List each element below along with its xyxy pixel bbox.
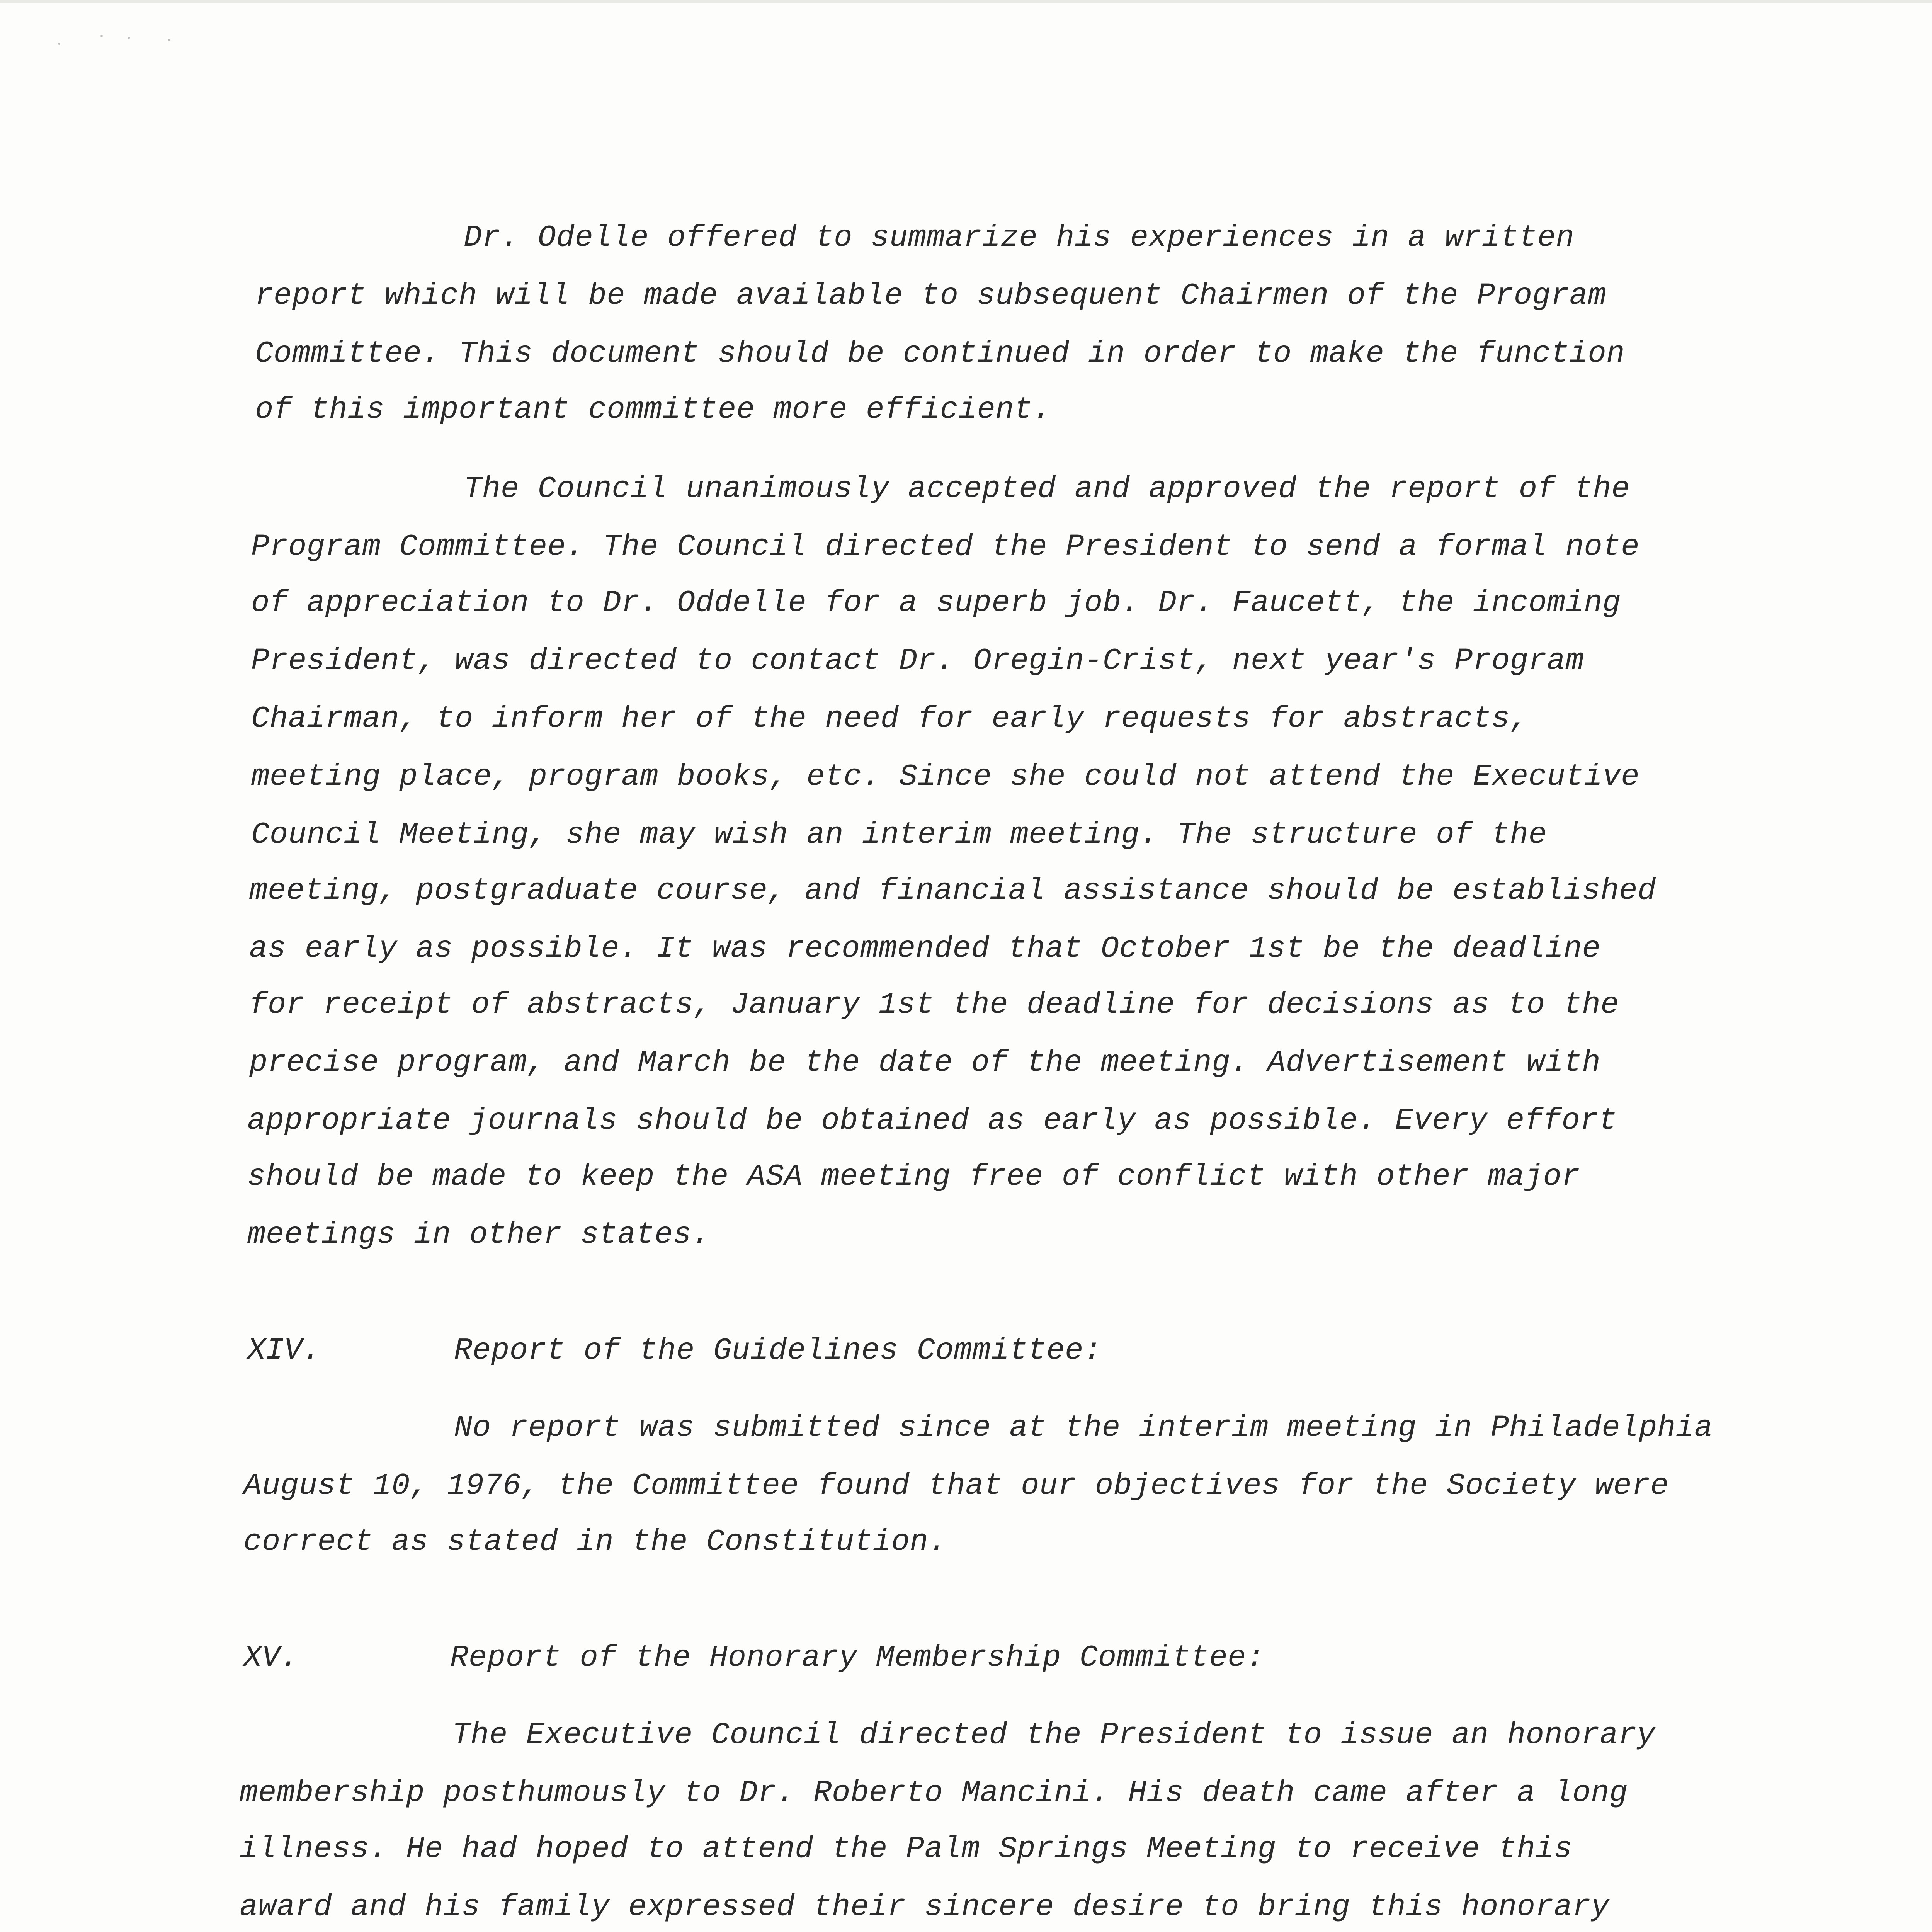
scan-speck bbox=[168, 39, 170, 41]
section-xiv-title: Report of the Guidelines Committee: bbox=[454, 1333, 1102, 1368]
paragraph-2-line: as early as possible. It was recommended that October 1st be the deadline bbox=[249, 931, 1601, 966]
section-xv-paragraph-1-line: membership posthumously to Dr. Roberto Mancini. His death came after a long bbox=[240, 1776, 1628, 1810]
section-xv-paragraph-1-line: award and his family expressed their sincere desire to bring this honorary bbox=[240, 1889, 1610, 1924]
section-xiv-line: No report was submitted since at the interim meeting in Philadelphia bbox=[454, 1410, 1713, 1445]
paragraph-2-line: meetings in other states. bbox=[247, 1217, 710, 1252]
page-top-edge bbox=[0, 0, 1932, 3]
scan-speck bbox=[128, 37, 130, 39]
scan-speck bbox=[100, 35, 103, 37]
section-xiv-number: XIV. bbox=[247, 1333, 321, 1368]
section-xiv-line: August 10, 1976, the Committee found that our objectives for the Society were bbox=[243, 1468, 1669, 1503]
section-xiv-line: correct as stated in the Constitution. bbox=[243, 1524, 947, 1559]
paragraph-2-line: appropriate journals should be obtained as early as possible. Every effort bbox=[247, 1103, 1617, 1138]
paragraph-1-line: report which will be made available to subsequent Chairmen of the Program bbox=[255, 278, 1607, 313]
paragraph-2-line: of appreciation to Dr. Oddelle for a superb job. Dr. Faucett, the incoming bbox=[251, 585, 1621, 620]
paragraph-2-line: meeting place, program books, etc. Since she could not attend the Executive bbox=[251, 759, 1640, 794]
paragraph-2-line: should be made to keep the ASA meeting free of conflict with other major bbox=[247, 1159, 1580, 1194]
section-xv-paragraph-1-line: The Executive Council directed the President to issue an honorary bbox=[452, 1718, 1656, 1752]
paragraph-2-line: Program Committee. The Council directed the President to send a formal note bbox=[251, 529, 1640, 564]
paragraph-2-line: meeting, postgraduate course, and financial assistance should be established bbox=[249, 873, 1656, 908]
paragraph-2-line: Chairman, to inform her of the need for early requests for abstracts, bbox=[251, 701, 1529, 736]
paragraph-2-line: President, was directed to contact Dr. Oregin-Crist, next year's Program bbox=[251, 643, 1584, 678]
section-xv-paragraph-1-line: illness. He had hoped to attend the Palm Springs Meeting to receive this bbox=[240, 1832, 1573, 1866]
paragraph-1-line: Dr. Odelle offered to summarize his experiences in a written bbox=[464, 220, 1575, 255]
paragraph-2-line: The Council unanimously accepted and approved the report of the bbox=[464, 471, 1630, 506]
paragraph-1-line: Committee. This document should be continued in order to make the function bbox=[255, 336, 1625, 371]
section-xv-title: Report of the Honorary Membership Committee: bbox=[450, 1640, 1265, 1675]
scan-speck bbox=[58, 43, 60, 45]
paragraph-1-line: of this important committee more efficient. bbox=[255, 392, 1051, 427]
section-xv-number: XV. bbox=[243, 1640, 299, 1675]
paragraph-2-line: for receipt of abstracts, January 1st the deadline for decisions as to the bbox=[249, 987, 1619, 1022]
paragraph-2-line: precise program, and March be the date of the meeting. Advertisement with bbox=[249, 1045, 1601, 1080]
paragraph-2-line: Council Meeting, she may wish an interim meeting. The structure of the bbox=[251, 817, 1547, 852]
